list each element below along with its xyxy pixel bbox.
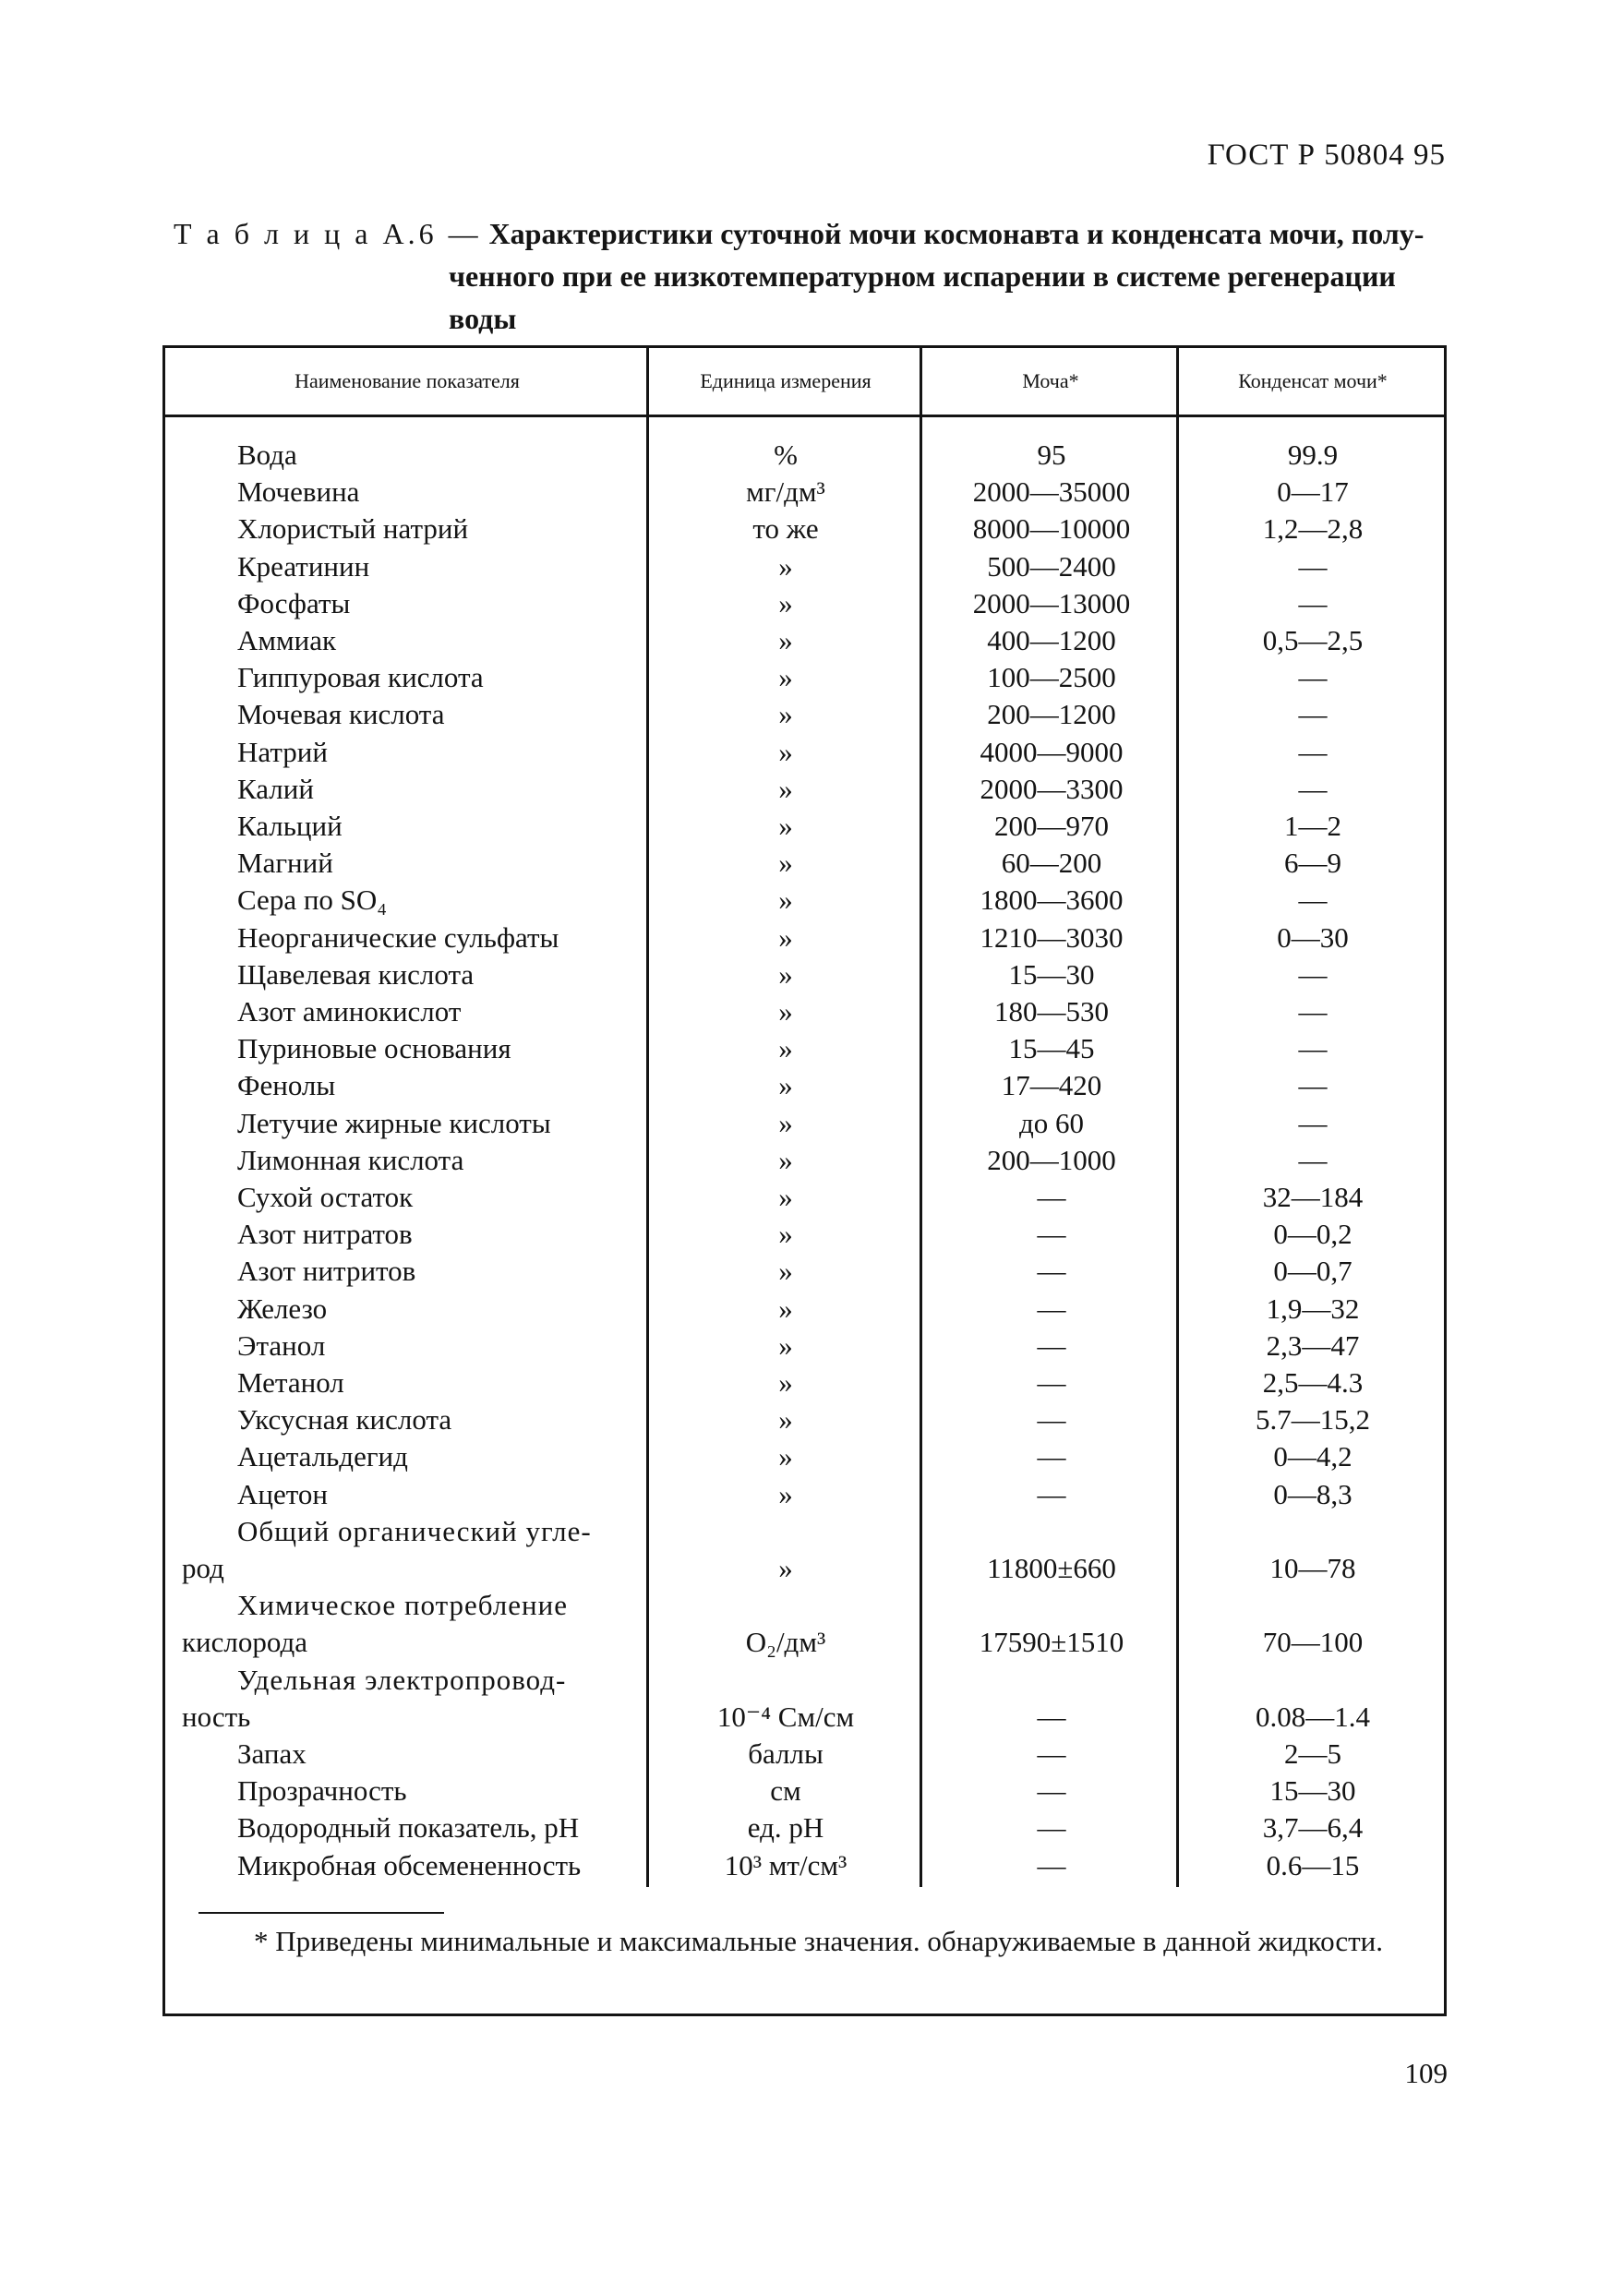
footnote-rule (198, 1912, 444, 1914)
row-urine-value: — (1037, 1774, 1066, 1808)
row-name: Мочевая кислота (237, 698, 445, 731)
table-row (165, 1181, 1444, 1218)
row-unit: » (778, 624, 793, 656)
row-condensate-value: — (1298, 549, 1328, 583)
row-unit: баллы (748, 1737, 824, 1770)
row-condensate-value: 6—9 (1284, 847, 1341, 880)
row-name: Азот аминокислот (237, 995, 462, 1028)
row-unit: » (778, 1328, 793, 1362)
row-condensate-value: 0—8,3 (1273, 1477, 1352, 1510)
caption-title-line2: ченного при ее низкотемпературном испарении в системе регенерации (449, 259, 1396, 293)
table-row (165, 1737, 1444, 1774)
row-condensate-value: — (1298, 1143, 1328, 1176)
table-row (165, 995, 1444, 1032)
row-urine-value: 400—1200 (987, 624, 1116, 656)
row-condensate-value: — (1298, 957, 1328, 991)
table-row (165, 1774, 1444, 1811)
row-unit: » (778, 1106, 793, 1139)
row-condensate-value: — (1298, 884, 1328, 917)
table-row (165, 1515, 1444, 1589)
row-condensate-value: — (1298, 772, 1328, 805)
table-row (165, 810, 1444, 847)
row-unit: то же (752, 512, 819, 546)
row-condensate-value: 0.08—1.4 (1256, 1700, 1370, 1733)
row-condensate-value: 1,2—2,8 (1262, 512, 1364, 546)
table-row (165, 1478, 1444, 1515)
row-unit: » (778, 1477, 793, 1510)
row-name: Магний (237, 847, 333, 880)
header-name: Наименование показателя (295, 369, 520, 392)
row-unit: ед. pH (747, 1811, 824, 1845)
header-divider (1176, 348, 1179, 415)
table-caption (174, 212, 1448, 340)
row-urine-value: 60—200 (1001, 847, 1102, 880)
row-urine-value: 17—420 (1001, 1069, 1102, 1102)
row-unit: » (778, 661, 793, 694)
row-urine-value: — (1037, 1848, 1066, 1881)
row-unit: см (770, 1774, 801, 1808)
row-condensate-value: — (1298, 1069, 1328, 1102)
table-row (165, 921, 1444, 958)
row-urine-value: 15—45 (1008, 1032, 1095, 1065)
row-unit: » (778, 847, 793, 880)
row-condensate-value: — (1298, 995, 1328, 1028)
row-urine-value: 1800—3600 (980, 884, 1124, 917)
row-urine-value: до 60 (1018, 1106, 1085, 1139)
row-name-line1: Удельная электропровод- (237, 1663, 567, 1696)
table-row (165, 1329, 1444, 1366)
row-condensate-value: 0.6—15 (1266, 1848, 1360, 1881)
row-unit: » (778, 810, 793, 842)
row-name: Азот нитратов (237, 1218, 413, 1251)
row-condensate-value: — (1298, 586, 1328, 619)
row-name: Калий (237, 772, 314, 805)
table-row (165, 587, 1444, 624)
row-condensate-value: 32—184 (1262, 1181, 1364, 1213)
table-row (165, 773, 1444, 810)
table-row (165, 439, 1444, 475)
caption-title-line3: воды (449, 302, 517, 335)
row-unit: » (778, 1551, 793, 1584)
row-name: Лимонная кислота (237, 1143, 464, 1176)
row-urine-value: 180—530 (994, 995, 1109, 1028)
row-name-line2: ность (182, 1700, 251, 1733)
row-condensate-value: 2,3—47 (1266, 1328, 1360, 1362)
row-condensate-value: 0—17 (1277, 475, 1349, 509)
row-urine-value: 11800±660 (987, 1551, 1116, 1584)
row-name: Хлористый натрий (237, 512, 469, 546)
table-row (165, 736, 1444, 773)
row-name: Фосфаты (237, 586, 351, 619)
row-name: Уксусная кислота (237, 1403, 452, 1437)
table-footnote: * Приведены минимальные и максимальные значения. обнаруживаемые в данной жидкости. (254, 1925, 1383, 1957)
row-unit: O₂/дм³ (745, 1626, 826, 1659)
row-urine-value: — (1037, 1440, 1066, 1473)
table-row (165, 624, 1444, 661)
table-row (165, 1440, 1444, 1477)
row-urine-value: 200—1200 (987, 698, 1116, 731)
page-number: 109 (1404, 2057, 1448, 2089)
table-row (165, 512, 1444, 549)
row-condensate-value: 2—5 (1284, 1737, 1341, 1770)
row-urine-value: — (1037, 1181, 1066, 1213)
row-urine-value: — (1037, 1811, 1066, 1845)
header-unit: Единица измерения (700, 369, 872, 392)
row-unit: » (778, 1143, 793, 1176)
table-row (165, 1403, 1444, 1440)
row-name-line1: Общий органический угле- (237, 1514, 592, 1547)
row-name: Водородный показатель, pH (237, 1811, 580, 1845)
row-urine-value: 2000—13000 (972, 586, 1131, 619)
row-urine-value: — (1037, 1292, 1066, 1325)
table-header-row (165, 348, 1444, 417)
row-name: Сера по SO₄ (237, 884, 388, 917)
running-head: ГОСТ Р 50804 95 (1207, 138, 1446, 172)
row-name: Пуриновые основания (237, 1032, 511, 1065)
row-name: Сухой остаток (237, 1181, 414, 1213)
row-name: Метанол (237, 1366, 344, 1399)
row-name: Этанол (237, 1328, 326, 1362)
row-urine-value: — (1037, 1255, 1066, 1288)
table-row (165, 475, 1444, 512)
row-name: Аммиак (237, 624, 337, 656)
row-condensate-value: — (1298, 1032, 1328, 1065)
row-name: Гиппуровая кислота (237, 661, 484, 694)
row-condensate-value: 70—100 (1262, 1626, 1364, 1659)
table-row (165, 1664, 1444, 1737)
row-unit: » (778, 1255, 793, 1288)
row-unit: » (778, 884, 793, 917)
row-condensate-value: 0—0,7 (1273, 1255, 1352, 1288)
row-name-line1: Химическое потребление (237, 1589, 568, 1622)
row-unit: » (778, 1218, 793, 1251)
row-name: Железо (237, 1292, 328, 1325)
header-urine: Моча* (1022, 369, 1079, 392)
caption-prefix: Т а б л и ц а А.6 — (174, 217, 482, 250)
row-name: Запах (237, 1737, 307, 1770)
row-condensate-value: 1,9—32 (1266, 1292, 1360, 1325)
row-name: Прозрачность (237, 1774, 407, 1808)
row-unit: » (778, 549, 793, 583)
row-name: Фенолы (237, 1069, 336, 1102)
table-row (165, 1032, 1444, 1069)
row-urine-value: — (1037, 1328, 1066, 1362)
row-unit: » (778, 1403, 793, 1437)
row-condensate-value: 99.9 (1287, 439, 1339, 471)
data-table (162, 345, 1447, 2016)
header-divider (920, 348, 922, 415)
table-row (165, 884, 1444, 920)
table-row (165, 1107, 1444, 1144)
row-name: Неорганические сульфаты (237, 920, 559, 954)
table-row (165, 1811, 1444, 1848)
row-unit: » (778, 1069, 793, 1102)
table-row (165, 661, 1444, 698)
row-name: Креатинин (237, 549, 370, 583)
row-condensate-value: 1—2 (1284, 810, 1341, 842)
row-unit: » (778, 735, 793, 768)
row-unit: 10⁻⁴ См/см (716, 1700, 855, 1733)
row-urine-value: — (1037, 1218, 1066, 1251)
table-row (165, 958, 1444, 995)
row-name: Азот нитритов (237, 1255, 416, 1288)
row-urine-value: 500—2400 (987, 549, 1116, 583)
header-divider (646, 348, 649, 415)
table-row (165, 847, 1444, 884)
row-urine-value: 200—970 (994, 810, 1109, 842)
row-urine-value: 2000—3300 (980, 772, 1124, 805)
row-urine-value: 4000—9000 (980, 735, 1124, 768)
row-name: Вода (237, 439, 297, 471)
row-name: Микробная обсемененность (237, 1848, 582, 1881)
row-unit: % (774, 439, 798, 471)
table-row (165, 550, 1444, 587)
row-urine-value: 15—30 (1008, 957, 1095, 991)
row-condensate-value: 0—30 (1277, 920, 1349, 954)
row-condensate-value: — (1298, 698, 1328, 731)
row-condensate-value: 15—30 (1269, 1774, 1356, 1808)
header-condensate: Конденсат мочи* (1238, 369, 1388, 392)
table-row (165, 1849, 1444, 1886)
row-name-line2: кислорода (182, 1626, 308, 1659)
row-unit: » (778, 957, 793, 991)
row-unit: » (778, 1292, 793, 1325)
table-row (165, 1255, 1444, 1292)
row-name: Ацетальдегид (237, 1440, 408, 1473)
row-condensate-value: — (1298, 735, 1328, 768)
row-unit: » (778, 920, 793, 954)
row-condensate-value: 3,7—6,4 (1262, 1811, 1364, 1845)
row-unit: » (778, 698, 793, 731)
row-urine-value: — (1037, 1366, 1066, 1399)
row-name: Натрий (237, 735, 328, 768)
row-condensate-value: — (1298, 661, 1328, 694)
row-unit: » (778, 1366, 793, 1399)
row-urine-value: 95 (1037, 439, 1066, 471)
row-unit: » (778, 1032, 793, 1065)
row-name: Щавелевая кислота (237, 957, 475, 991)
row-name-line2: род (182, 1551, 224, 1584)
caption-title-line1: Характеристики суточной мочи космонавта и конденсата мочи, полу- (488, 217, 1425, 250)
table-row (165, 1366, 1444, 1403)
row-name: Ацетон (237, 1477, 328, 1510)
table-row (165, 1292, 1444, 1329)
row-condensate-value: 10—78 (1269, 1551, 1356, 1584)
row-urine-value: 100—2500 (987, 661, 1116, 694)
row-urine-value: 17590±1510 (979, 1626, 1124, 1659)
row-condensate-value: 2,5—4.3 (1262, 1366, 1364, 1399)
row-urine-value: — (1037, 1477, 1066, 1510)
row-unit: » (778, 995, 793, 1028)
row-condensate-value: 5.7—15,2 (1256, 1403, 1370, 1437)
row-unit: » (778, 1181, 793, 1213)
row-urine-value: — (1037, 1700, 1066, 1733)
row-urine-value: 8000—10000 (972, 512, 1131, 546)
row-name: Кальций (237, 810, 343, 842)
row-unit: мг/дм³ (746, 475, 825, 509)
table-row (165, 1218, 1444, 1255)
row-urine-value: 2000—35000 (972, 475, 1131, 509)
row-unit: 10³ мт/см³ (724, 1848, 848, 1881)
row-name: Мочевина (237, 475, 360, 509)
table-row (165, 698, 1444, 735)
row-unit: » (778, 586, 793, 619)
row-condensate-value: 0—4,2 (1273, 1440, 1352, 1473)
row-urine-value: — (1037, 1737, 1066, 1770)
row-name: Летучие жирные кислоты (237, 1106, 551, 1139)
table-row (165, 1589, 1444, 1663)
table-row (165, 1144, 1444, 1181)
row-unit: » (778, 772, 793, 805)
row-condensate-value: — (1298, 1106, 1328, 1139)
table-row (165, 1069, 1444, 1106)
row-unit: » (778, 1440, 793, 1473)
row-condensate-value: 0,5—2,5 (1262, 624, 1364, 656)
row-urine-value: — (1037, 1403, 1066, 1437)
row-condensate-value: 0—0,2 (1273, 1218, 1352, 1251)
row-urine-value: 1210—3030 (980, 920, 1124, 954)
row-urine-value: 200—1000 (987, 1143, 1116, 1176)
